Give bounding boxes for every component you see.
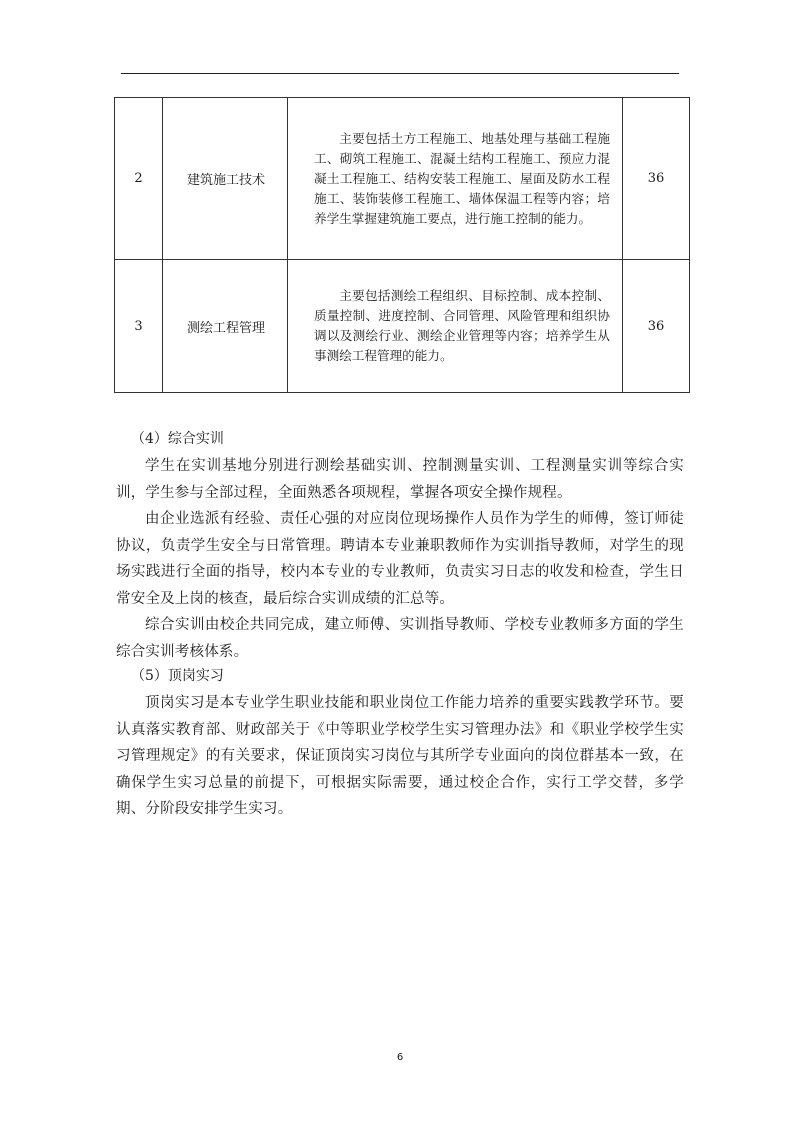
course-name-cell	[163, 98, 288, 260]
section-body-internship	[116, 690, 684, 823]
page-number: 6	[396, 1052, 404, 1063]
course-content: 主要包括土方工程施工、地基处理与基础工程施工、砌筑工程施工、混凝土结构工程施工、预应力混凝土工程施工、结构安装工程施工、屋面及防水工程施工、装饰装修工程施工、墙体保温工程等内容；培养学生掌握建筑施工要点，进行施工控制的能力。	[314, 130, 610, 226]
course-content-cell	[288, 98, 623, 260]
course-number-cell: 2	[115, 98, 163, 260]
course-name-cell	[163, 260, 288, 393]
table-row	[115, 260, 690, 393]
paragraph: 由企业选派有经验、责任心强的对应岗位现场操作人员作为学生的师傅，签订师徒协议，负责学生安全与日常管理。聘请本专业兼职教师作为实训指导教师，对学生的现场实践进行全面的指导，校内本专业的专业教师，负责实习日志的收发和检查，学生日常安全及上岗的核查，最后综合实训成绩的汇总等。	[116, 511, 684, 607]
paragraph: 综合实训由校企共同完成，建立师傅、实训指导教师、学校专业教师多方面的学生综合实训考核体系。	[116, 617, 684, 660]
course-table	[114, 97, 690, 393]
section-body-comprehensive-training	[116, 453, 684, 665]
section-heading-comprehensive-training: （4）综合实训	[131, 431, 224, 447]
course-name: 建筑施工技术	[186, 173, 265, 188]
course-content-cell	[288, 260, 623, 393]
paragraph: 学生在实训基地分别进行测绘基础实训、控制测量实训、工程测量实训等综合实训，学生参与全部过程，全面熟悉各项规程，掌握各项安全操作规程。	[116, 458, 684, 501]
course-content: 主要包括测绘工程组织、目标控制、成本控制、质量控制、进度控制、合同管理、风险管理和组织协调以及测绘行业、测绘企业管理等内容；培养学生从事测绘工程管理的能力。	[314, 288, 610, 363]
course-number-cell: 3	[115, 260, 163, 393]
section-heading-internship: （5）顶岗实习	[131, 668, 224, 684]
header-rule	[121, 73, 679, 74]
table-row	[115, 98, 690, 260]
course-name: 测绘工程管理	[186, 320, 265, 336]
course-hours-cell: 36	[623, 260, 690, 393]
course-hours-cell: 36	[623, 98, 690, 260]
paragraph: 顶岗实习是本专业学生职业技能和职业岗位工作能力培养的重要实践教学环节。要认真落实教育部、财政部关于《中等职业学校学生实习管理办法》和《职业学校学生实习管理规定》的有关要求，保证顶岗实习岗位与其所学专业面向的岗位群基本一致，在确保学生实习总量的前提下，可根据实际需要，通过校企合作，实行工学交替，多学期、分阶段安排学生实习。	[116, 695, 684, 817]
